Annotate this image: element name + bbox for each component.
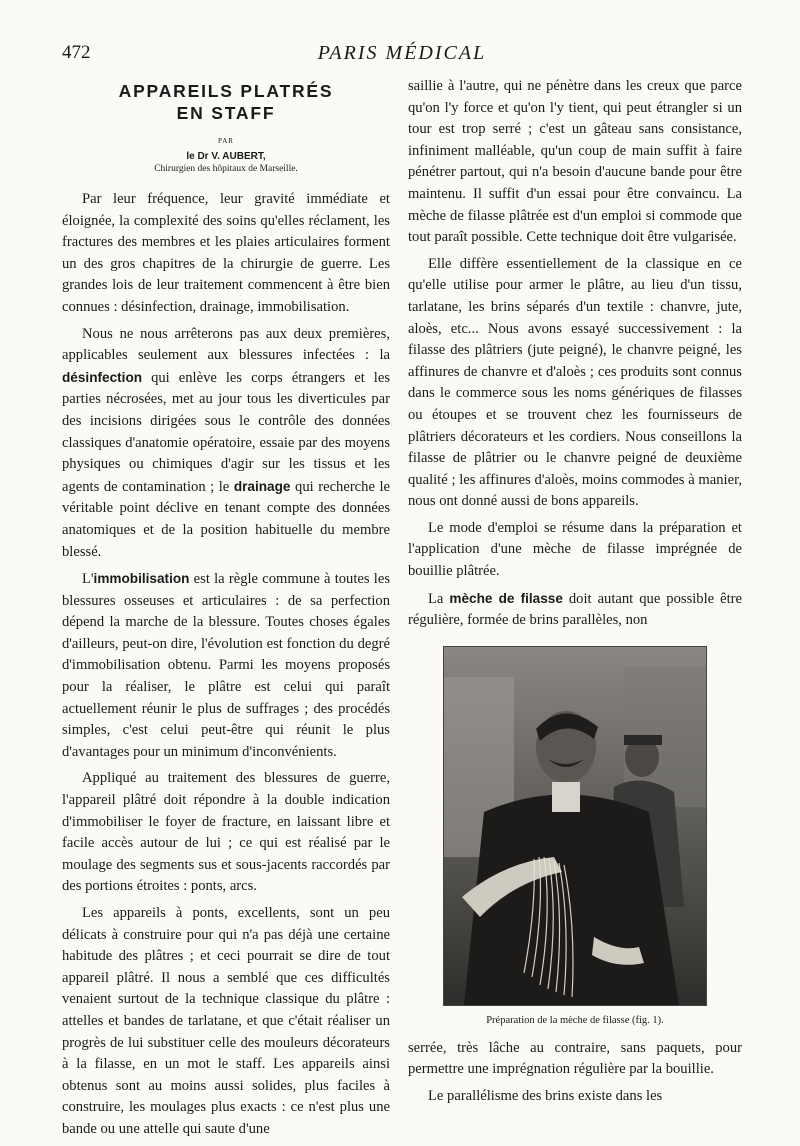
keyword: mèche de filasse: [449, 590, 563, 606]
keyword: désinfection: [62, 369, 143, 385]
figure-photo-illustration: [444, 647, 706, 1005]
right-column: [408, 76, 742, 1113]
author-name: le Dr V. AUBERT,: [186, 151, 266, 162]
paragraph: L'immobilisation est la règle commune à toutes les blessures osseuses et articulaires : de sa perfection dépend la marche de la blessure. Toutes choses égales d'ailleurs, peut-on dire, l'évolution est fonction du degré d'immobilisation obtenu. Parmi les moyens proposés pour la réaliser, le plâtre est celui qui paraît actuellement réunir le plus de suffrages ; des procédés simples, c'est celui peut-être qui réunit le plus d'avantages pour un minimum d'inconvénients.: [62, 571, 390, 760]
paragraph: Les appareils à ponts, excellents, sont un peu délicats à construire pour qui n'a pas déjà une certaine habitude des plâtres ; et ceci pourrait se dire de tout appareil plâtré. Il nous a semblé que ces difficultés venaient surtout de la technique classique du plâtre : attelles et bandes de tarlatane, et que c'était réaliser un progrès de lui substituer celle des mouleurs décorateurs à la filasse, en un mot le staff. Les appareils ainsi obtenus sont au moins aussi solides, plus faciles à construire, les moulages plus exacts : ce n'est plus une bande ou une attelle qui saute d'une: [62, 905, 390, 1137]
paragraph: Le parallélisme des brins existe dans les: [428, 1088, 663, 1105]
article-title: [62, 80, 390, 124]
paragraph: Le mode d'emploi se résume dans la préparation et l'application d'une mèche de filasse imprégnée de bouillie plâtrée.: [408, 519, 742, 580]
paragraph: serrée, très lâche au contraire, sans paquets, pour permettre une imprégnation régulière par la bouillie.: [408, 1039, 742, 1078]
keyword: drainage: [233, 478, 291, 494]
article-title-line-1: APPAREILS PLATRÉS: [118, 81, 334, 101]
byline-par: PAR: [218, 137, 234, 145]
page-number: 472: [62, 42, 91, 63]
figure-caption: Préparation de la mèche de filasse (fig. 1).: [486, 1014, 664, 1026]
paragraph: Elle diffère essentiellement de la classique en ce qu'elle utilise pour armer le plâtre, au lieu d'un tissu, tarlatane, les brins séparés d'un textile : chanvre, jute, aloès, etc... Nous avons essayé successivement : la filasse des plâtriers (jute peigné), le chanvre peigné, les affinures de chanvre et d'aloès ; ces produits sont connus dans le commerce sous les noms génériques de filasses ou étoupes et se trouvent chez les fournisseurs de plâtriers décorateurs et les cordiers. Nous conseillons la filasse de plâtrier ou le chanvre peigné de deuxième qualité ; les affinures d'aloès, moins commodes à manier, nous ont donné aussi de bons appareils.: [408, 255, 742, 510]
author-affiliation: Chirurgien des hôpitaux de Marseille.: [154, 164, 298, 174]
paragraph: La mèche de filasse doit autant que possible être régulière, formée de brins parallèles, non: [408, 590, 742, 629]
page-header: [62, 42, 742, 68]
paragraph: Appliqué au traitement des blessures de guerre, l'appareil plâtré doit répondre à la double indication d'immobiliser le foyer de fracture, en laissant libre et facile accès autour de lui ; ce qui est réalisé par le moulage des segments sus et sous-jacents raccordés par des portions étroites : ponts, arcs.: [62, 770, 390, 895]
left-column: [62, 76, 390, 1146]
running-head: PARIS MÉDICAL: [317, 42, 487, 64]
paragraph: saillie à l'autre, qui ne pénètre dans les creux que parce qu'on l'y force et qu'on l'y tient, qui peut étrangler si un tour est trop serré ; c'est un gâteau sans consistance, infiniment malléable, qu'un coup de main suffit à faire pénétrer partout, qui n'a besoin d'aucune bande pour être maintenu. Il suffit d'un essai pour être convaincu. La mèche de filasse plâtrée est d'un emploi si commode que tout paraît possible. Cette technique doit être vulgarisée.: [408, 78, 742, 246]
paragraph: Par leur fréquence, leur gravité immédiate et éloignée, la complexité des soins qu'elles réclament, les fractures des membres et les plaies articulaires forment un des gros chapitres de la chirurgie de guerre. Les grandes lois de leur traitement commencent à être bien connues : désinfection, drainage, immobilisation.: [62, 191, 390, 315]
keyword: immobilisation: [93, 571, 190, 587]
article-title-line-2: EN STAFF: [176, 103, 276, 123]
figure-photograph: [443, 646, 707, 1006]
paragraph: Nous ne nous arrêterons pas aux deux premières, applicables seulement aux blessures infectées : la désinfection qui enlève les corps étrangers et les parties nécrosées, met au jour tous les diverticules par des incisions dirigées sous le contrôle des données classiques d'anatomie opératoire, essaie par des moyens physiques ou chimiques d'agir sur les tissus et les agents de contamination ; le drainage qui recherche le véritable point déclive en tenant compte des données anatomiques et de la position habituelle du membre blessé.: [62, 325, 390, 560]
